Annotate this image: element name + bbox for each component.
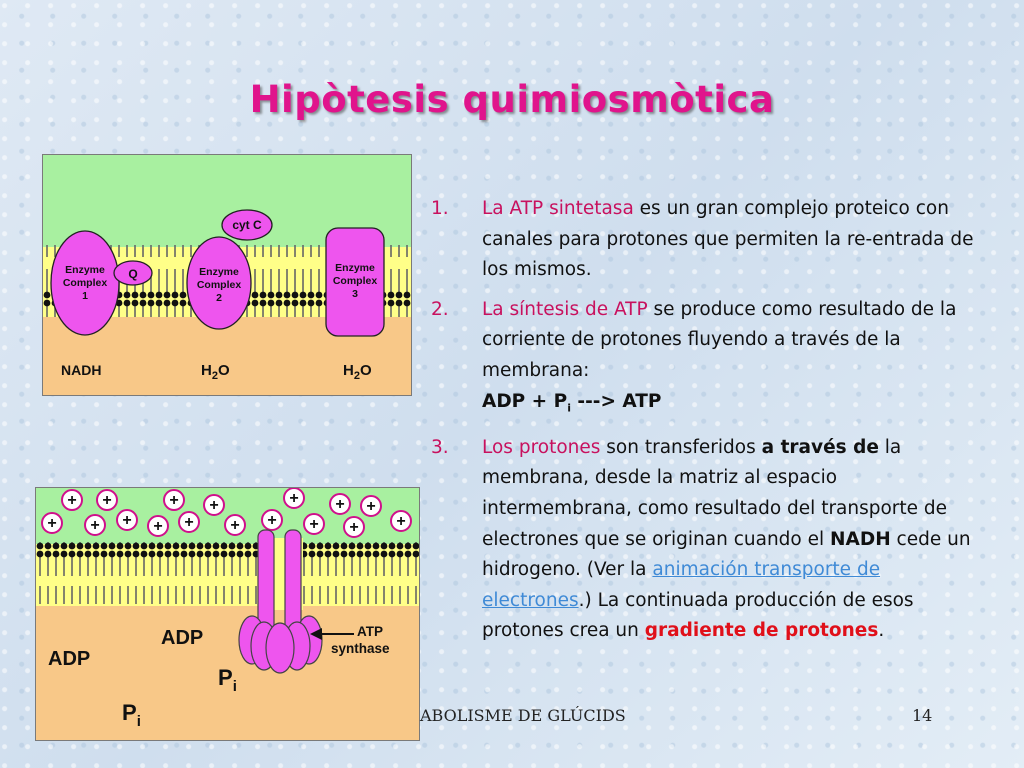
proton (304, 514, 324, 534)
proton (148, 516, 168, 536)
item-text: es un gran complejo proteico con canales para protones que permiten la re-entrada de los mismos. (482, 198, 974, 281)
page-title: Hipòtesis quimiosmòtica (249, 78, 775, 121)
item-highlight: Los protones (482, 436, 601, 458)
explanation-list (426, 194, 982, 656)
electron-transport-animation-link[interactable]: animación transporte de electrones (482, 559, 881, 611)
svg-text:Q: Q (128, 267, 138, 281)
svg-text:+: + (153, 518, 163, 535)
svg-text:+: + (47, 515, 57, 532)
cytochrome-c (222, 210, 272, 240)
adp-label-left: ADP (48, 648, 91, 670)
h2o-label-2: $H_2O$ (343, 362, 372, 382)
proton (85, 515, 105, 535)
list-item: 3. Los protones son transferidos a través de la membrana, desde la matriz al espacio intermembrana, como resultado del transporte de electrones que se originan cuando el NADH cede un hidrogeno. (Ver la animación transporte de electrones.) La continuada producción de esos protones crea un gradiente de protones. (426, 433, 982, 647)
atp-synthase-label: ATP synthase (331, 624, 390, 656)
page-number: 14 (912, 706, 933, 725)
item-number: 3. (431, 436, 449, 458)
svg-text:+: + (209, 497, 219, 514)
proton (344, 517, 364, 537)
bold-text: NADH (830, 528, 891, 550)
svg-text:cyt C: cyt C (232, 218, 262, 232)
proton (391, 511, 411, 531)
proton-gradient-text: gradiente de protones (644, 620, 879, 642)
svg-text:+: + (349, 519, 359, 536)
atp-synthase-diagram (35, 487, 420, 741)
svg-text:Complex: Complex (196, 279, 242, 291)
svg-text:3: 3 (352, 288, 358, 300)
svg-text:+: + (366, 498, 376, 515)
proton (179, 512, 199, 532)
svg-text:+: + (335, 496, 345, 513)
proton (117, 510, 137, 530)
proton (225, 515, 245, 535)
list-item (426, 194, 982, 286)
svg-text:+: + (67, 492, 77, 509)
item-number: 1. (431, 198, 449, 219)
proton (330, 494, 350, 514)
svg-text:2: 2 (216, 292, 222, 304)
svg-text:Enzyme: Enzyme (65, 264, 105, 276)
proton (97, 490, 117, 510)
item-highlight: La ATP sintetasa (482, 198, 634, 219)
bold-text: a través de (761, 436, 879, 458)
svg-text:+: + (90, 517, 100, 534)
electron-transport-diagram (42, 154, 412, 396)
svg-text:+: + (289, 490, 299, 507)
footer-text: ABOLISME DE GLÚCIDS (420, 706, 626, 725)
svg-text:+: + (169, 492, 179, 509)
reaction-equation: ADP + $P_i$ ---> ATP (482, 390, 662, 415)
svg-text:Complex: Complex (62, 277, 108, 289)
svg-text:+: + (396, 513, 406, 530)
proton (361, 496, 381, 516)
svg-text:+: + (102, 492, 112, 509)
adp-label-center: ADP (161, 627, 204, 649)
h2o-label-1: $H_2O$ (201, 362, 230, 382)
proton (164, 490, 184, 510)
item-highlight: La síntesis de ATP (482, 298, 648, 320)
proton (204, 495, 224, 515)
svg-text:Complex: Complex (332, 275, 378, 287)
enzyme-complex-3 (326, 228, 384, 336)
proton (284, 488, 304, 508)
svg-text:Enzyme: Enzyme (199, 266, 239, 278)
svg-text:+: + (230, 517, 240, 534)
svg-text:+: + (267, 512, 277, 529)
nadh-label: NADH (61, 362, 102, 378)
svg-text:1: 1 (82, 290, 88, 302)
svg-text:+: + (122, 512, 132, 529)
proton (42, 513, 62, 533)
item-text: se produce como resultado de la corriente de protones fluyendo a través de la membrana: (482, 298, 957, 381)
proton (62, 490, 82, 510)
list-item (426, 295, 982, 424)
svg-text:+: + (309, 516, 319, 533)
enzyme-complex-1 (51, 231, 119, 335)
quinone-q (114, 261, 152, 285)
pi-label-center: $P_i$ (218, 665, 237, 695)
svg-text:Enzyme: Enzyme (335, 262, 375, 274)
enzyme-complex-2 (187, 237, 251, 329)
svg-text:+: + (184, 514, 194, 531)
pi-label-left: $P_i$ (122, 700, 141, 730)
item-number: 2. (431, 298, 449, 320)
proton (262, 510, 282, 530)
